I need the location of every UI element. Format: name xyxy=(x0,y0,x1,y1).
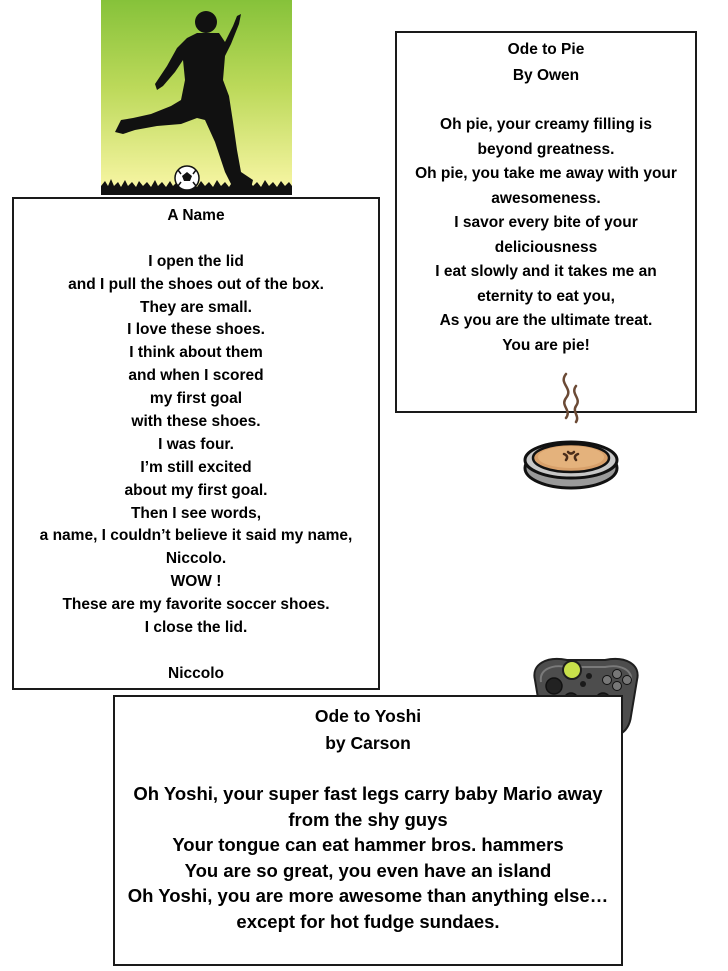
poem-line: a name, I couldn’t believe it said my name, xyxy=(39,527,353,545)
poem-author: by Carson xyxy=(325,733,411,753)
poem-line: I was four. xyxy=(158,435,234,453)
poem-line: and I pull the shoes out of the box. xyxy=(68,275,324,293)
poem-line: I eat slowly and it takes me an eternity to eat you, xyxy=(435,263,657,305)
poem-line: my first goal xyxy=(149,390,243,408)
poem-body xyxy=(14,251,378,640)
poem-line: I close the lid. xyxy=(144,619,248,637)
poem-line: with these shoes. xyxy=(131,413,261,431)
poem-author: Niccolo xyxy=(168,664,224,682)
poem-title: Ode to Yoshi xyxy=(314,706,422,726)
pie-image xyxy=(520,370,622,496)
poem-line: You are pie! xyxy=(502,336,590,354)
poem-line: Oh Yoshi, you are more awesome than anything else… xyxy=(127,885,609,906)
soccer-player-image xyxy=(101,0,292,195)
poem-line: I’m still excited xyxy=(140,458,252,476)
poem-title: Ode to Pie xyxy=(507,41,585,58)
poem-line: I love these shoes. xyxy=(127,321,265,339)
poem-line: Your tongue can eat hammer bros. hammers xyxy=(172,834,564,855)
poem-line: I think about them xyxy=(129,344,263,362)
poem-line: I open the lid xyxy=(148,252,244,270)
poem-line: about my first goal. xyxy=(124,481,268,499)
poem-a-name-box xyxy=(12,197,380,690)
poem-line: WOW ! xyxy=(170,573,222,591)
poem-line: Niccolo. xyxy=(165,550,227,568)
poem-line: Oh pie, your creamy filling is beyond greatness. xyxy=(440,116,652,158)
poem-line: Then I see words, xyxy=(130,504,262,522)
soccer-player-icon xyxy=(101,0,292,195)
poem-author: By Owen xyxy=(512,67,580,84)
poem-ode-to-pie-box xyxy=(395,31,697,413)
poem-line: They are small. xyxy=(139,298,252,316)
poem-title: A Name xyxy=(167,207,225,224)
poem-line: You are so great, you even have an island xyxy=(184,859,552,881)
poem-line: from the shy guys xyxy=(288,808,448,830)
poem-line: Oh Yoshi, your super fast legs carry baby Mario away xyxy=(133,783,603,804)
poem-ode-to-yoshi-box xyxy=(113,695,623,966)
pie-icon xyxy=(520,370,622,496)
poem-line: I savor every bite of your deliciousness xyxy=(454,214,638,256)
poem-line: These are my favorite soccer shoes. xyxy=(62,596,330,614)
poem-line: Oh pie, you take me away with your awesomeness. xyxy=(415,165,677,207)
poem-line: and when I scored xyxy=(128,367,264,385)
poem-line: As you are the ultimate treat. xyxy=(439,312,653,329)
poem-line: except for hot fudge sundaes. xyxy=(236,910,500,932)
